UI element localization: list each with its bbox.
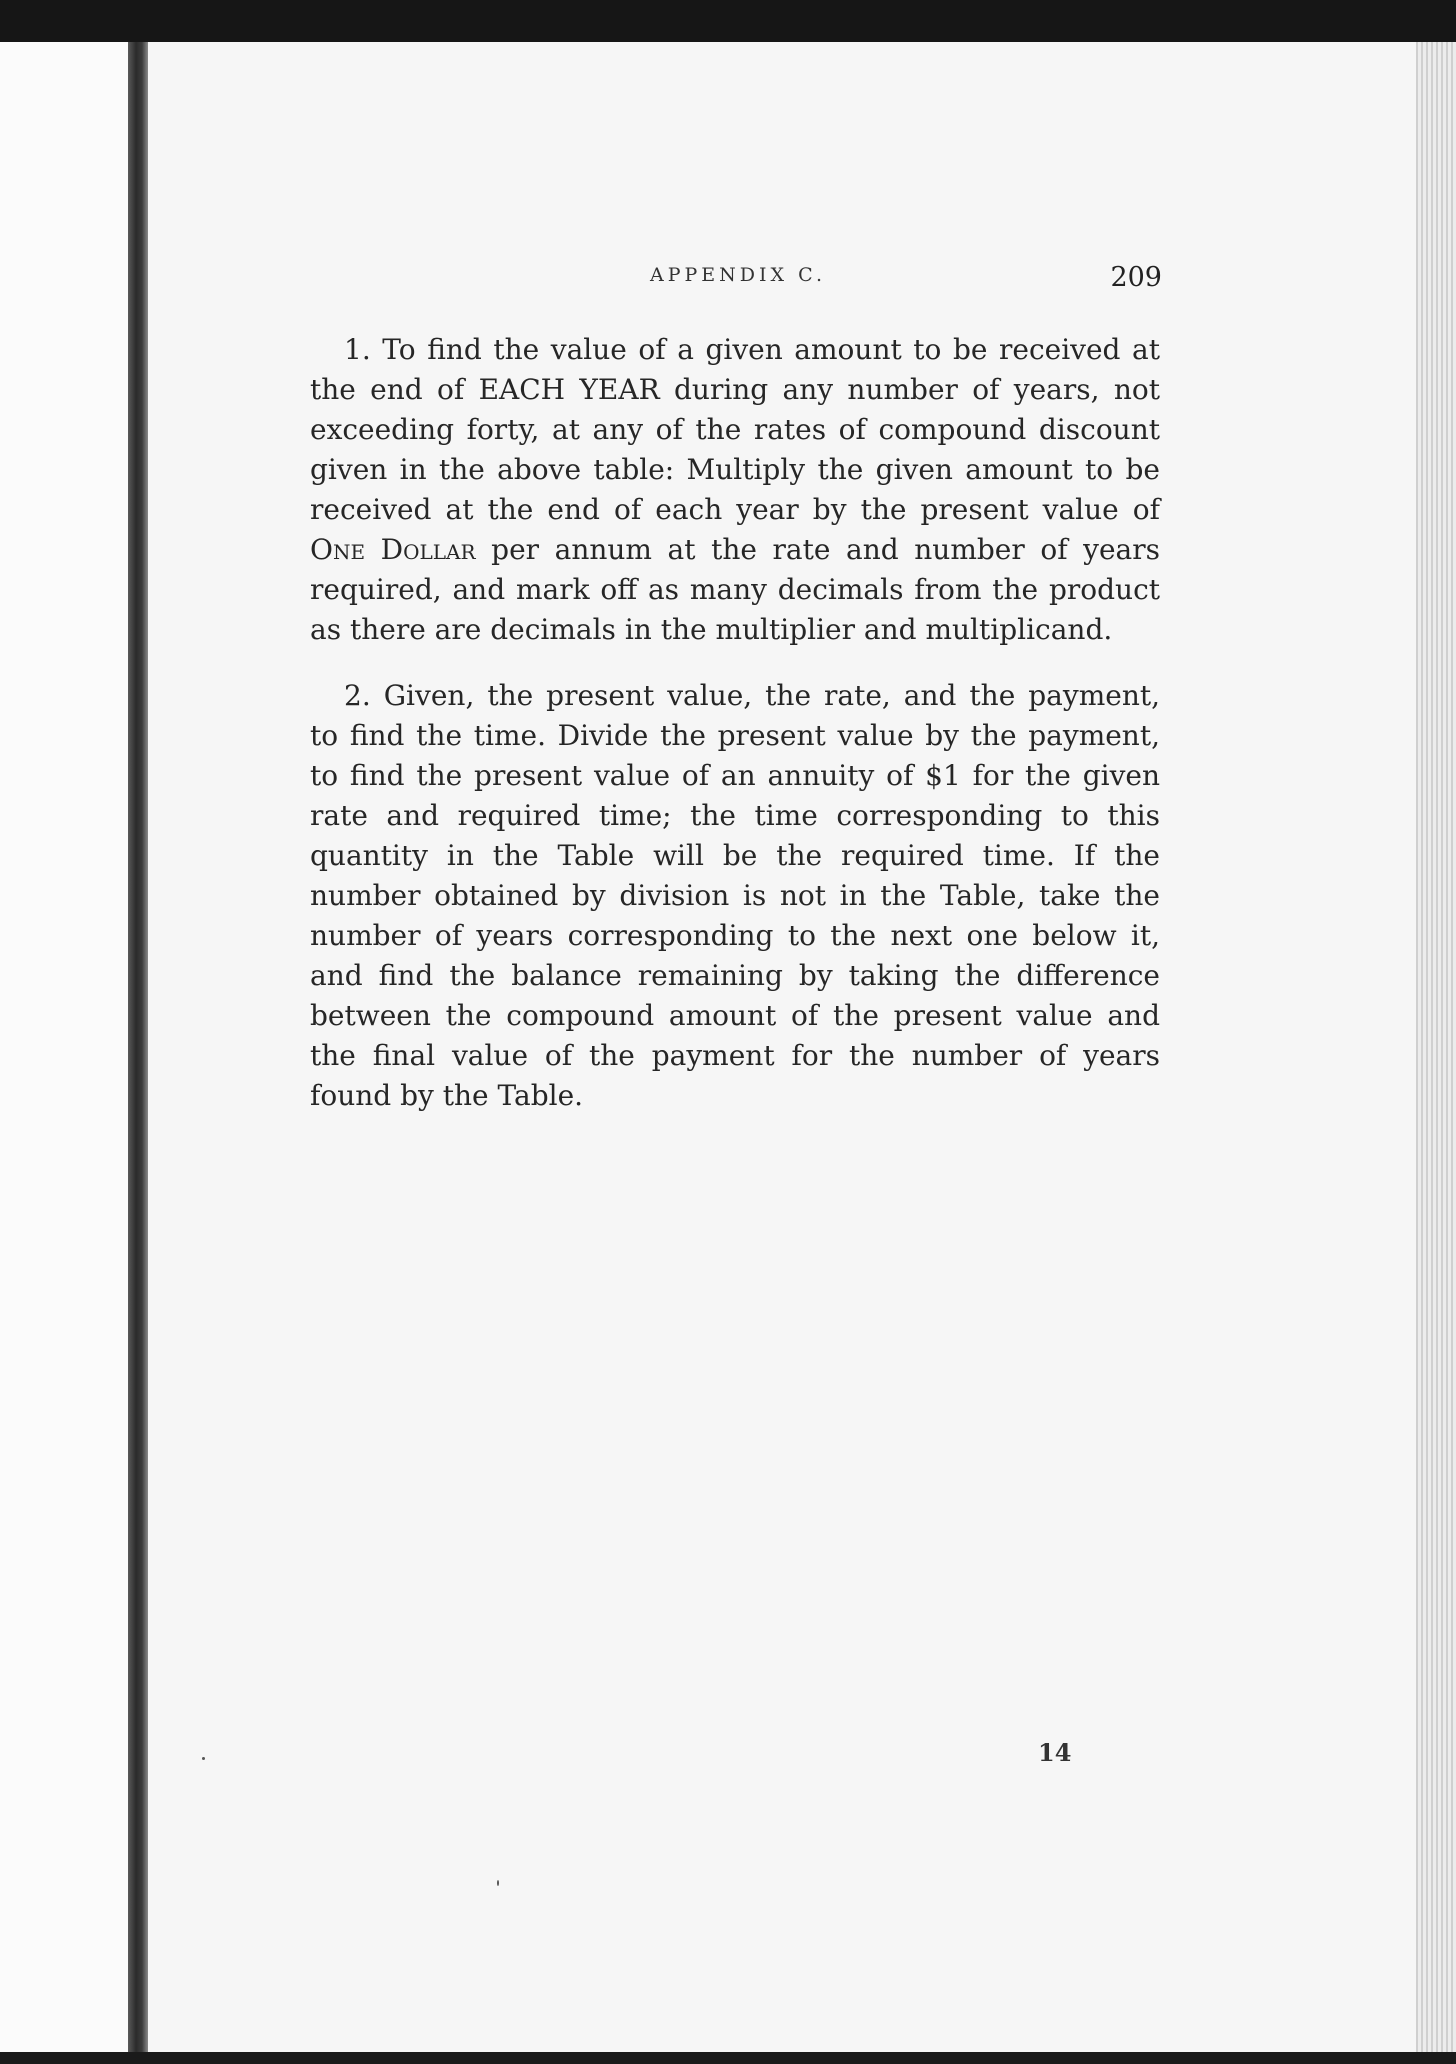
running-head: APPENDIX C. bbox=[650, 264, 826, 286]
page-header bbox=[300, 262, 1168, 296]
paragraph-1 bbox=[310, 330, 1160, 650]
dust-speck bbox=[202, 1757, 205, 1760]
paragraph-2: 2. Given, the present value, the rate, and the payment, to find the time. Divide the present value by the payment, to find the present value of an annuity of $1 for the given rate and required time; the time corresponding to this quantity in the Table will be the required time. If the number obtained by division is not in the Table, take the number of years corresponding to the next one below it, and find the balance remaining by taking the difference between the compound amount of the present value and the final value of the payment for the number of years found by the Table. bbox=[310, 679, 1160, 1112]
one-dollar-small-caps: One Dollar bbox=[310, 533, 476, 566]
body-text bbox=[310, 330, 1160, 1142]
scan-top-border bbox=[0, 0, 1456, 42]
book-gutter bbox=[128, 42, 148, 2052]
page-number: 209 bbox=[1110, 262, 1162, 293]
dust-speck bbox=[497, 1880, 499, 1886]
page-edges bbox=[1416, 42, 1456, 2052]
left-facing-page bbox=[0, 42, 128, 2052]
paragraph-1-part-1: 1. To find the value of a given amount to be received at the end of bbox=[310, 333, 1160, 406]
scan-bottom-border bbox=[0, 2052, 1456, 2064]
signature-mark: 14 bbox=[1038, 1738, 1072, 1767]
paragraph-1-part-2: during any number of years, not exceeding forty, at any of the rates of compound discount given in the above table: Multiply the given amount to be received at the end of each year by the present value of bbox=[310, 373, 1161, 526]
each-year-emphasis: EACH YEAR bbox=[478, 373, 660, 406]
paragraph-1-part-3: per annum at the rate and number of years required, and mark off as many decimals from the product as there are decimals in the multiplier and multiplicand. bbox=[310, 533, 1160, 646]
